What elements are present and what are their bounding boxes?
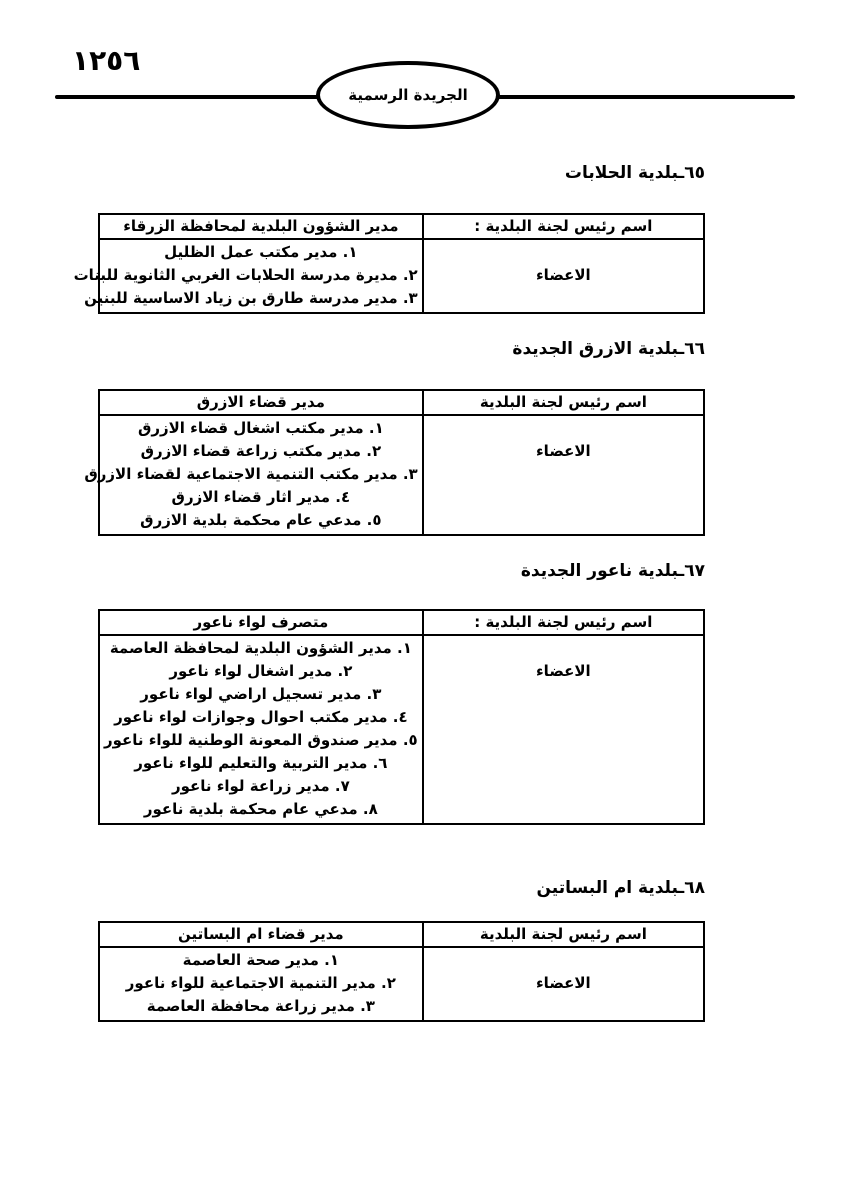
member-item: ١. مدير الشؤون البلدية لمحافظة العاصمة (109, 639, 412, 657)
members-list-cell (84, 415, 423, 535)
chairman-value-cell: مدير قضاء الازرق (99, 390, 423, 415)
table-row (99, 610, 704, 635)
member-item: ٧. مدير زراعة لواء ناعور (171, 777, 350, 795)
member-item: ٣. مدير مدرسة طارق بن زياد الاساسية للبنين (84, 289, 418, 307)
table-row (99, 635, 704, 824)
committee-table (98, 921, 705, 1022)
table-row (99, 922, 704, 947)
member-item: ٢. مدير مكتب زراعة قضاء الازرق (140, 442, 382, 460)
member-item: ٣. مدير تسجيل اراضي لواء ناعور (140, 685, 382, 703)
page-number: ١٢٥٦ (72, 44, 141, 77)
members-list-cell (99, 947, 423, 1021)
members-list-cell (73, 239, 423, 313)
gazette-title: الجريدة الرسمية (348, 86, 468, 104)
member-item: ٥. مدعي عام محكمة بلدية الازرق (140, 511, 382, 529)
table-row (99, 390, 704, 415)
section-title: ٦٦ـبلدية الازرق الجديدة (512, 339, 705, 359)
member-item: ١. مدير مكتب عمل الظليل (164, 243, 358, 261)
members-label-cell: الاعضاء (423, 239, 704, 313)
chairman-label-cell: اسم رئيس لجنة البلدية (423, 922, 704, 947)
gazette-seal (316, 61, 500, 129)
chairman-label-cell: اسم رئيس لجنة البلدية (423, 390, 704, 415)
chairman-value-cell: متصرف لواء ناعور (99, 610, 423, 635)
section-municipality-67 (98, 558, 705, 825)
chairman-label-cell: اسم رئيس لجنة البلدية : (423, 214, 704, 239)
member-item: ٤. مدير مكتب احوال وجوازات لواء ناعور (114, 708, 408, 726)
page-header (0, 0, 850, 150)
section-municipality-68 (98, 875, 705, 1022)
member-item: ٥. مدير صندوق المعونة الوطنية للواء ناعور (103, 731, 418, 749)
table-row (99, 415, 704, 535)
section-municipality-66 (84, 336, 705, 536)
member-item: ٦. مدير التربية والتعليم للواء ناعور (134, 754, 388, 772)
member-item: ١. مدير صحة العاصمة (182, 951, 340, 969)
members-label-cell: الاعضاء (423, 635, 704, 824)
chairman-value-cell: مدير قضاء ام البساتين (99, 922, 423, 947)
member-item: ١. مدير مكتب اشغال قضاء الازرق (137, 419, 384, 437)
chairman-label-cell: اسم رئيس لجنة البلدية : (423, 610, 704, 635)
committee-table (84, 389, 705, 536)
member-item: ٣. مدير مكتب التنمية الاجتماعية لقضاء الازرق (84, 465, 418, 483)
members-label-cell: الاعضاء (423, 415, 704, 535)
member-item: ٢. مدير اشغال لواء ناعور (169, 662, 353, 680)
committee-table (73, 213, 705, 314)
members-label-cell: الاعضاء (423, 947, 704, 1021)
table-row (99, 214, 704, 239)
section-title: ٦٧ـبلدية ناعور الجديدة (520, 561, 705, 581)
member-item: ٢. مدير التنمية الاجتماعية للواء ناعور (125, 974, 396, 992)
committee-table (98, 609, 705, 825)
section-title: ٦٥ـبلدية الحلابات (564, 163, 705, 183)
page-content (73, 160, 705, 1022)
member-item: ٣. مدير زراعة محافظة العاصمة (146, 997, 375, 1015)
section-title: ٦٨ـبلدية ام البساتين (536, 878, 705, 898)
table-row (99, 947, 704, 1021)
members-list-cell (99, 635, 423, 824)
table-row (99, 239, 704, 313)
chairman-value-cell: مدير الشؤون البلدية لمحافظة الزرقاء (99, 214, 423, 239)
section-municipality-65 (73, 160, 705, 314)
member-item: ٨. مدعي عام محكمة بلدية ناعور (143, 800, 378, 818)
member-item: ٤. مدير اثار قضاء الازرق (171, 488, 351, 506)
member-item: ٢. مديرة مدرسة الحلابات الغربي الثانوية للبنات (73, 266, 418, 284)
